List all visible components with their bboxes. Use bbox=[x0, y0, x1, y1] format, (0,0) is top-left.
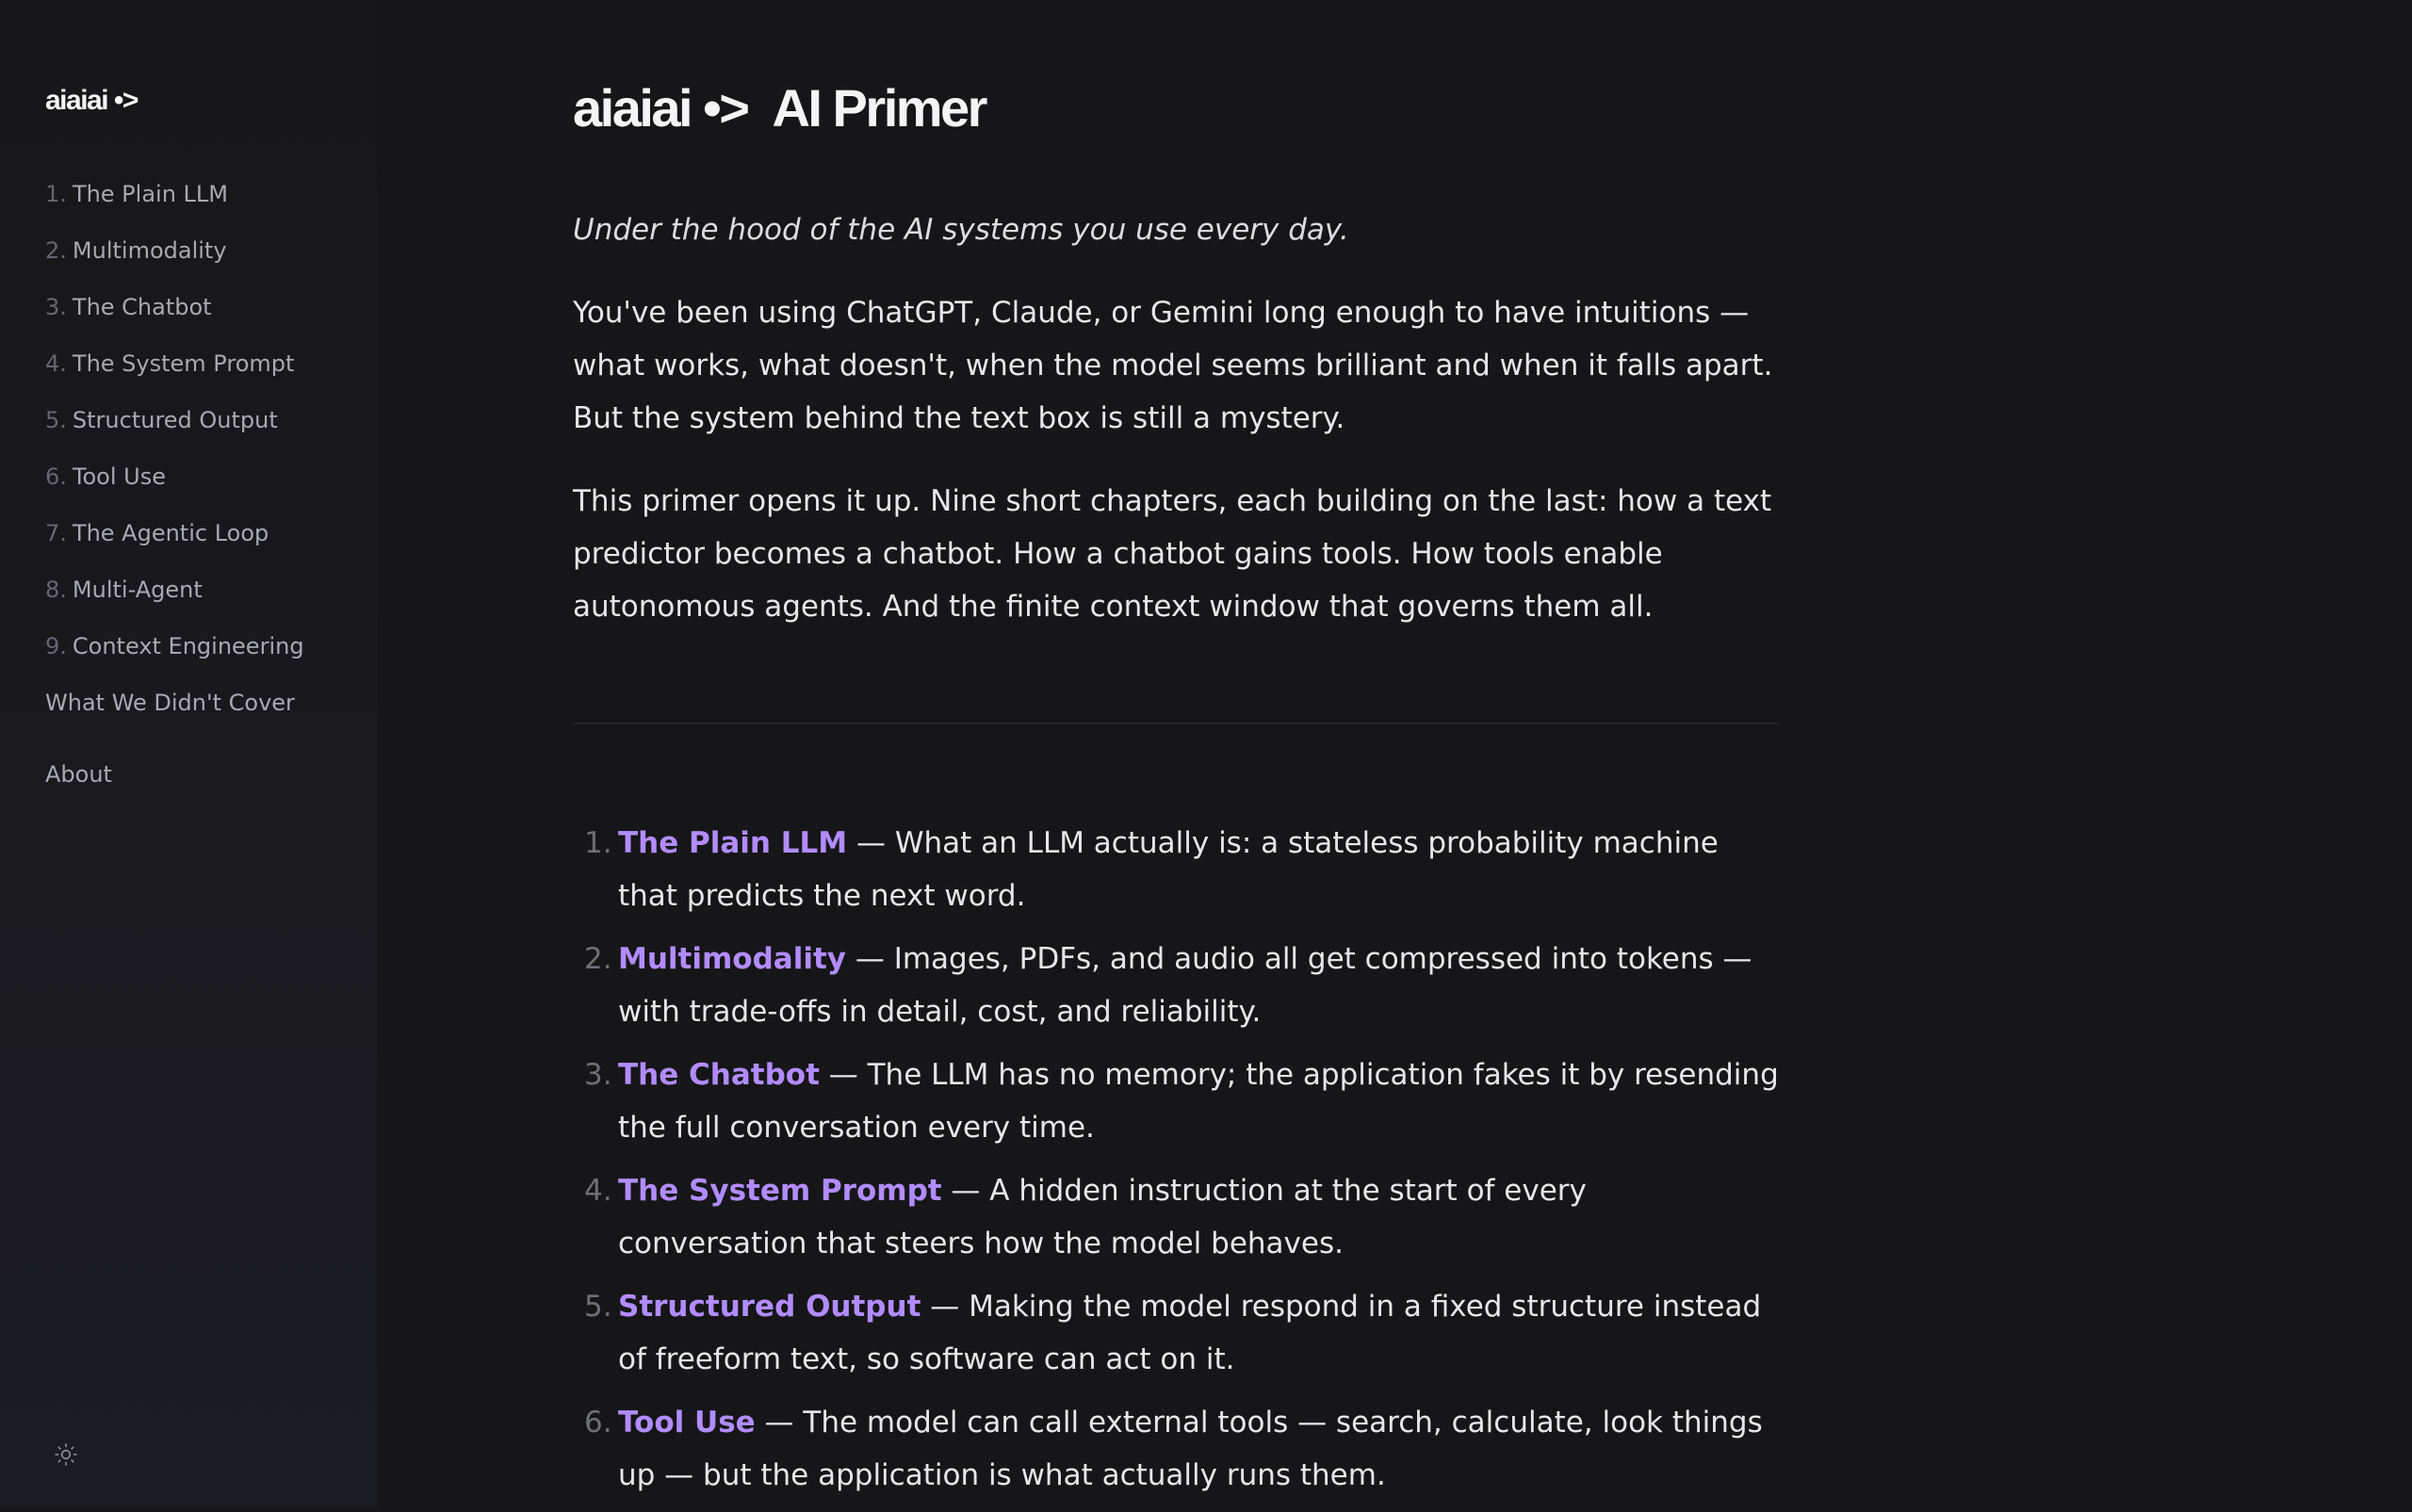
sidebar-item-multimodality[interactable] bbox=[45, 232, 304, 288]
chapter-number: 3. bbox=[584, 1058, 612, 1092]
sidebar-item-number: 6. bbox=[45, 463, 67, 490]
tagline: Under the hood of the AI systems you use every day. bbox=[573, 213, 1349, 247]
chapter-number: 2. bbox=[584, 942, 612, 976]
sidebar-item-number: 2. bbox=[45, 237, 67, 264]
sidebar-item-about[interactable]: About bbox=[45, 761, 112, 788]
chapter-list-item bbox=[573, 817, 1779, 922]
chapter-description: — Images, PDFs, and audio all get compressed into tokens — with trade-offs in detail, cost, and reliability. bbox=[618, 942, 1752, 1029]
sidebar-item-chatbot[interactable] bbox=[45, 288, 304, 345]
sidebar-item-label: The System Prompt bbox=[72, 350, 295, 377]
chapter-description: — The model can call external tools — search, calculate, look things up — but the application is what actually runs them. bbox=[618, 1406, 1763, 1492]
sidebar-item-label: Multimodality bbox=[72, 237, 227, 264]
chapter-link-plain-llm[interactable]: The Plain LLM bbox=[618, 826, 848, 860]
divider bbox=[573, 723, 1779, 724]
chapter-description: — Making the model respond in a fixed structure instead of freeform text, so software can act on it. bbox=[618, 1290, 1762, 1376]
sidebar-item-label: Multi-Agent bbox=[72, 577, 203, 603]
chapter-list-item bbox=[573, 1280, 1779, 1386]
sidebar-item-label: Context Engineering bbox=[72, 633, 304, 659]
chapter-list-item bbox=[573, 1164, 1779, 1270]
sidebar-item-number: 9. bbox=[45, 633, 67, 659]
sidebar-item-label: The Agentic Loop bbox=[72, 520, 269, 546]
chapter-list-item bbox=[573, 933, 1779, 1038]
sidebar-item-number: 3. bbox=[45, 294, 67, 320]
sidebar-item-system-prompt[interactable] bbox=[45, 345, 304, 401]
sidebar-item-number: 1. bbox=[45, 181, 67, 207]
sidebar-item-label: The Plain LLM bbox=[72, 181, 228, 207]
chapter-description: — A hidden instruction at the start of every conversation that steers how the model behaves. bbox=[618, 1174, 1587, 1260]
sidebar-item-number: 7. bbox=[45, 520, 67, 546]
sidebar-item-agentic-loop[interactable] bbox=[45, 514, 304, 571]
sidebar-item-multi-agent[interactable] bbox=[45, 571, 304, 627]
intro-paragraph: You've been using ChatGPT, Claude, or Gemini long enough to have intuitions — what works, what doesn't, when the model seems brilliant and when it falls apart. But the system behind the text box is still a mystery. bbox=[573, 296, 1773, 435]
sidebar bbox=[0, 0, 377, 1507]
title-text: AI Primer bbox=[772, 78, 986, 138]
chapter-number: 6. bbox=[584, 1406, 612, 1439]
chapter-list-item bbox=[573, 1049, 1779, 1154]
chapter-description: — The LLM has no memory; the application fakes it by resending the full conversation every time. bbox=[618, 1058, 1779, 1145]
sidebar-item-context-engineering[interactable] bbox=[45, 627, 304, 684]
sidebar-item-label: Tool Use bbox=[72, 463, 166, 490]
title-logo: aiaiai •> bbox=[573, 78, 748, 138]
sidebar-item-number: 5. bbox=[45, 407, 67, 433]
chapter-nav bbox=[45, 175, 304, 812]
sidebar-item-label: Structured Output bbox=[72, 407, 278, 433]
chapter-link-tool-use[interactable]: Tool Use bbox=[618, 1406, 756, 1439]
chapter-link-multimodality[interactable]: Multimodality bbox=[618, 942, 846, 976]
main-content bbox=[573, 0, 1779, 1507]
sidebar-item-number: 8. bbox=[45, 577, 67, 603]
sidebar-item-plain-llm[interactable] bbox=[45, 175, 304, 232]
chapter-list bbox=[573, 817, 1779, 1512]
theme-toggle-button[interactable] bbox=[53, 1441, 79, 1468]
sidebar-item-number: 4. bbox=[45, 350, 67, 377]
chapter-link-chatbot[interactable]: The Chatbot bbox=[618, 1058, 820, 1092]
chapter-number: 1. bbox=[584, 826, 612, 860]
sidebar-item-tool-use[interactable] bbox=[45, 458, 304, 514]
site-logo[interactable]: aiaiai •> bbox=[45, 85, 138, 116]
sidebar-item-what-we-didnt-cover[interactable]: What We Didn't Cover bbox=[45, 690, 295, 716]
sun-icon bbox=[54, 1442, 78, 1467]
chapter-description: — What an LLM actually is: a stateless probability machine that predicts the next word. bbox=[618, 826, 1719, 913]
sidebar-item-label: The Chatbot bbox=[72, 294, 212, 320]
chapter-list-item bbox=[573, 1396, 1779, 1502]
chapter-number: 5. bbox=[584, 1290, 612, 1324]
chapter-link-structured-output[interactable]: Structured Output bbox=[618, 1290, 921, 1324]
chapter-number: 4. bbox=[584, 1174, 612, 1208]
page-title bbox=[573, 77, 986, 138]
intro-paragraph: This primer opens it up. Nine short chapters, each building on the last: how a text predictor becomes a chatbot. How a chatbot gains tools. How tools enable autonomous agents. And the finite context window that governs them all. bbox=[573, 484, 1772, 624]
chapter-link-system-prompt[interactable]: The System Prompt bbox=[618, 1174, 942, 1208]
sidebar-item-structured-output[interactable] bbox=[45, 401, 304, 458]
